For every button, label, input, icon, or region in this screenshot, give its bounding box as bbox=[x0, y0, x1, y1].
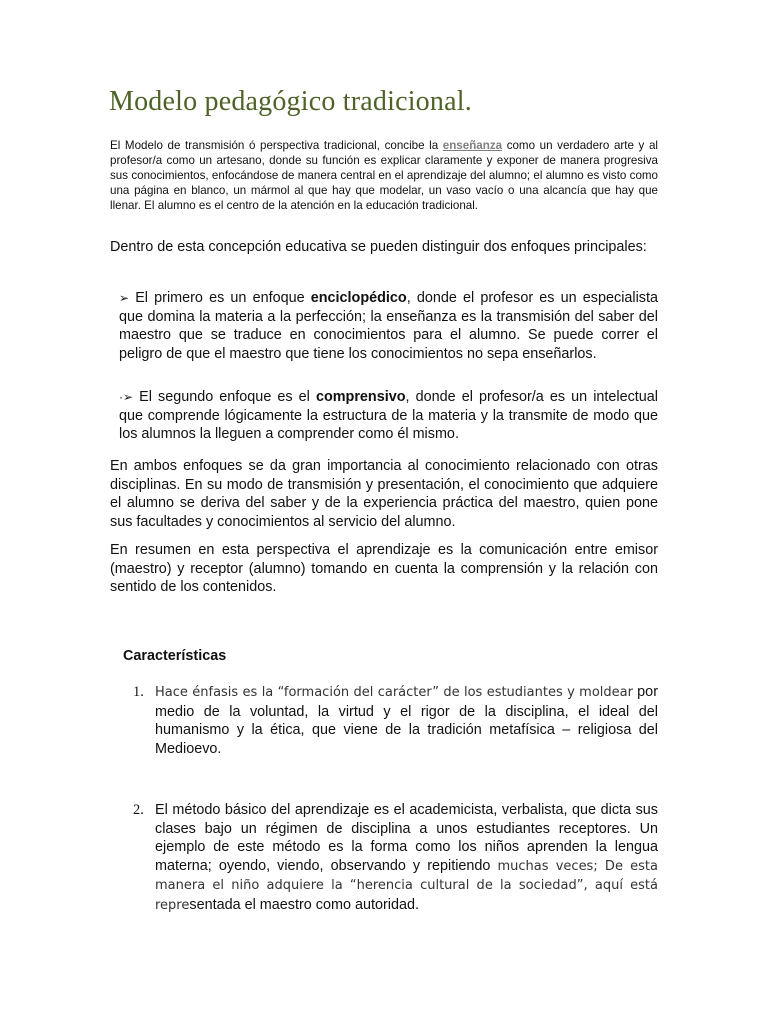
list-item-text-alt: muchas veces; De esta manera el niño adquiere la “herencia cultural de la sociedad”, aquí está repre bbox=[155, 858, 658, 913]
bullet-bold-term: enciclopédico bbox=[310, 290, 407, 306]
list-item-text bbox=[133, 683, 658, 758]
intro-text-end: como un verdadero arte y al profesor/a como un artesano, donde su función es explicar claramente y exponer de manera progresiva sus conocimientos, enfocándose de manera central en el aprendizaje del alumno; el alumno es visto como una página en blanco, un mármol al que hay que modelar, un vaso vacío o una alcancía que hay que llenar. El alumno es el centro de la atención en la educación tradicional. bbox=[110, 139, 658, 212]
bullet-comprensivo bbox=[119, 388, 658, 444]
list-item bbox=[133, 683, 658, 758]
list-item-text-alt: Hace énfasis es la “formación del carácter” de los estudiantes y moldear bbox=[155, 685, 633, 700]
paragraph-enfoques: Dentro de esta concepción educativa se pueden distinguir dos enfoques principales: bbox=[110, 239, 647, 255]
intro-paragraph bbox=[110, 138, 658, 213]
bullet-text-start: El primero es un enfoque bbox=[129, 290, 311, 306]
ensenanza-link[interactable]: enseñanza bbox=[442, 139, 503, 152]
list-number: 1. bbox=[133, 684, 144, 700]
paragraph-resumen: En resumen en esta perspectiva el aprendizaje es la comunicación entre emisor (maestro) y receptor (alumno) tomando en cuenta la comprensión y la relación con sentido de los contenidos. bbox=[110, 542, 658, 595]
bullet-bold-term: comprensivo bbox=[315, 389, 406, 405]
paragraph-ambos-enfoques: En ambos enfoques se da gran importancia al conocimiento relacionado con otras disciplinas. En su modo de transmisión y presentación, el conocimiento que adquiere el alumno se deriva del saber y de la experiencia práctica del maestro, quien pone sus facultades y conocimientos al servicio del alumno. bbox=[110, 458, 658, 530]
list-number: 2. bbox=[133, 802, 144, 818]
list-item-text-start: El método básico del aprendizaje es el academicista, verbalista, que dicta sus clases bajo un régimen de disciplina a unos estudiantes receptores. Un ejemplo de este método es la forma como los niños aprenden la lengua materna; oyendo, viendo, observando y repitiendo bbox=[155, 802, 658, 874]
bullet-text-start: El segundo enfoque es el bbox=[133, 389, 316, 405]
page-title: Modelo pedagógico tradicional. bbox=[109, 86, 472, 117]
arrow-bullet-icon: ➢ bbox=[119, 291, 130, 305]
arrow-bullet-icon: ·➢ bbox=[119, 390, 134, 404]
list-item-text-end: sentada el maestro como autoridad. bbox=[189, 896, 419, 913]
section-heading-caracteristicas: Características bbox=[123, 648, 227, 664]
bullet-text-end: , donde el profesor/a es un intelectual que comprende lógicamente la estructura de la materia y la transmite de modo que los alumnos la lleguen a comprender como él mismo. bbox=[119, 389, 658, 442]
bullet-enciclopedico bbox=[119, 289, 658, 363]
list-item-text bbox=[133, 801, 658, 915]
list-item-text-rest: por medio de la voluntad, la virtud y el rigor de la disciplina, el ideal del humanismo y la ética, que viene de la tradición metafísica – religiosa del Medioevo. bbox=[155, 684, 658, 757]
intro-text-start: El Modelo de transmisión ó perspectiva tradicional, concibe la bbox=[110, 139, 443, 152]
list-item bbox=[133, 801, 658, 915]
bullet-text-end: , donde el profesor es un especialista que domina la materia a la perfección; la enseñanza es la transmisión del saber del maestro que se traduce en conocimientos para el alumno. Se puede correr el peligro de que el maestro que tiene los conocimientos no sepa enseñarlos. bbox=[119, 290, 658, 362]
